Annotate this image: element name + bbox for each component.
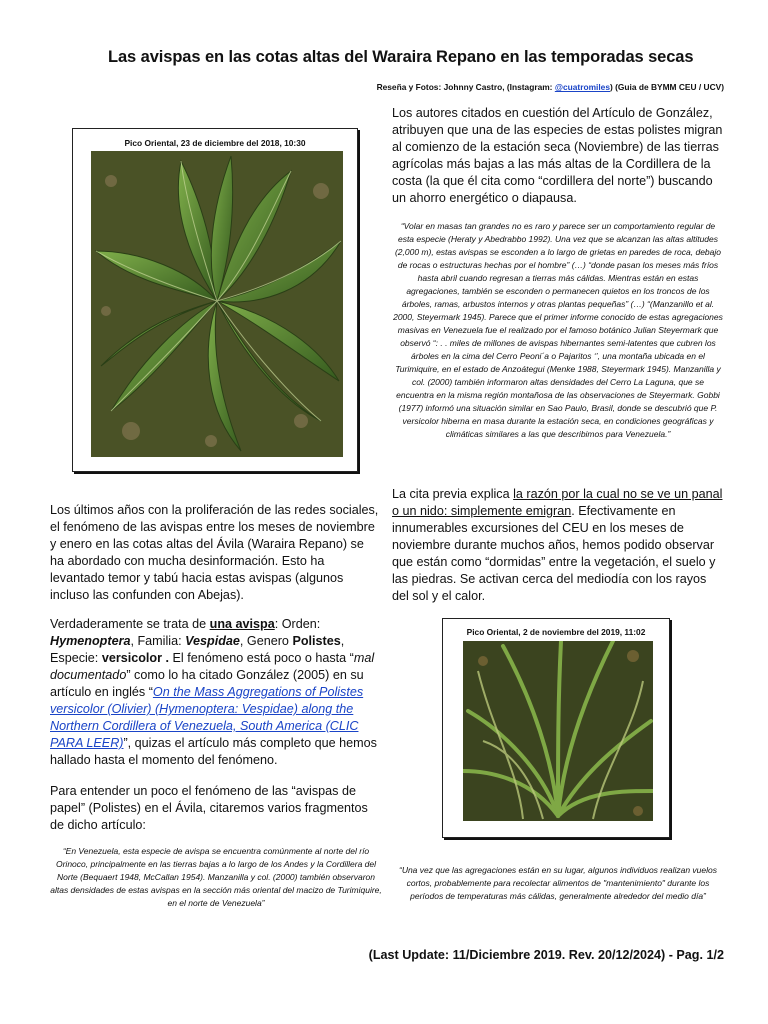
right-paragraph-2 <box>392 486 724 605</box>
credits-prefix: Reseña y Fotos: Johnny Castro, (Instagram: <box>376 82 555 92</box>
left-paragraph-2 <box>50 616 380 769</box>
left-p2-b: : Orden: <box>274 617 321 631</box>
page-title: Las avispas en las cotas altas del Waraira Repano en las temporadas secas <box>108 48 694 66</box>
taxon-order: Hymenoptera <box>50 634 131 648</box>
right-paragraph-1: Los autores citados en cuestión del Artículo de González, atribuyen que una de las especies de estas polistes migran al comienzo de la estación seca (Noviembre) de las tierras agrícolas más bajas a las más altas de la Cordillera de la costa (la que él cita como “cordillera del norte”) buscando un ahorro energético o diapausa. <box>392 106 723 205</box>
left-paragraph-1: Los últimos años con la proliferación de las redes sociales, el fenómeno de las avispas entre los meses de noviembre y enero en las cotas altas del Ávila (Waraira Repano) se ha abordado con mucha desinformación. Esto ha levantado temor y tabú hacia estas avispas (algunos incluso las confunden con Abejas). <box>50 503 379 602</box>
taxon-genus: Polistes <box>292 634 341 648</box>
left-p2-mal: mal documentado <box>50 651 375 682</box>
right-p2-underlined: la razón por la cual no se ve un panal o un nido: simplemente emigran <box>392 487 723 518</box>
right-p2-start: La cita previa explica <box>392 487 514 501</box>
left-quote: “En Venezuela, esta especie de avispa se encuentra comúnmente al norte del río Orinoco, principalmente en las tierras bajas a lo largo de los Andes y la Cordillera del Norte (Bequaert 1948, McCallan 1954). Manzanilla y col. (2000) también observaron altas densidades de estas avispas en la sección más oriental del macizo de Turimiquire, en el norte de Venezuela” <box>50 846 382 908</box>
left-p2-f: El fenómeno está poco o hasta “ <box>169 651 354 665</box>
credits-line <box>362 82 724 92</box>
credits-suffix: ) (Guia de BYMM CEU / UCV) <box>610 82 724 92</box>
photo-caption-2: Pico Oriental, 2 de noviembre del 2019, 11:02 <box>466 627 646 637</box>
left-p2-a: Verdaderamente se trata de <box>50 617 210 631</box>
photo-caption-1: Pico Oriental, 23 de diciembre del 2018, 10:30 <box>124 138 306 148</box>
left-p2-c: , Familia: <box>130 634 186 648</box>
left-p2-g: ” como lo ha citado González (2005) en su artículo en inglés “ <box>50 668 364 699</box>
plant-photo-1 <box>91 151 343 457</box>
article-link[interactable]: On the Mass Aggregations of Polistes versicolor (Olivier) (Hymenoptera: Vespidae) along the Northern Cordillera of Venezuela, South America (CLIC PARA LEER) <box>50 685 364 750</box>
instagram-link[interactable]: @cuatromiles <box>554 82 610 92</box>
photo-frame-1 <box>72 128 358 472</box>
left-p2-h: ”, quizas el artículo más completo que hemos hallado hasta el momento del fenómeno. <box>50 736 377 767</box>
taxon-species: versicolor . <box>101 651 170 665</box>
left-p2-d: , Genero <box>239 634 293 648</box>
left-p2-e: , Especie: <box>50 634 345 665</box>
right-p2-end: . Efectivamente en innumerables excursiones del CEU en los meses de noviembre durante muchos años, hemos podido observar que están como “dormidas” entre la vegetación, el suelo y las piedras. Se activan cerca del mediodía con los rayos del sol y el calor. <box>392 504 716 603</box>
page-footer: (Last Update: 11/Diciembre 2019. Rev. 20/12/2024) - Pag. 1/2 <box>368 948 724 962</box>
photo-frame-2 <box>442 618 670 838</box>
plant-photo-2 <box>463 641 653 821</box>
right-quote-1: “Volar en masas tan grandes no es raro y parece ser un comportamiento regular de esta especie (Heraty y Abedrabbo 1992). Una vez que se alcanzan las altas altitudes (2,000 m), estas avispas se esconden a lo largo de grietas en paredes de roca, debajo de rocas o estructuras hechas por el hombre” (…) “donde pasan los meses más fríos hasta abril cuando regresan a tierras más cálidas. Mientras están en estas agregaciones, también se esconden o permanecen quietos en los troncos de los árboles, ramas, arbustos internos y otras plantas pequeñas” (…) “(Manzanillo et al. 2000, Steyermark 1945). Parece que el primer informe conocido de estas agregaciones masivas en Venezuela fue el realizado por el famoso botánico Julian Steyermark que observó “: . . miles de millones de avispas hibernantes semi-latentes que cubren los árboles en la cima del Cerro Peoni´a o Pajaritos ‘’, una montaña ubicada en el Turimiquire, en el estado de Anzoátegui (Menke 1988, Steyermark 1945). Manzanilla y col. (2000) también informaron altas densidades del Cerro La Laguna, que se encuentra en la misma región montañosa de las observaciones de Steyermark. Gobbi (1977) informó una situación similar en Sao Paulo, Brasil, donde se descubrió que P. versicolor hiberna en masa durante la estación seca, en condiciones geográficas y climáticas similares a las que describimos para Venezuela.” <box>393 221 723 439</box>
left-paragraph-3: Para entender un poco el fenómeno de las “avispas de papel” (Polistes) en el Ávila, citaremos varios fragmentos de dicho artículo: <box>50 784 368 832</box>
taxon-family: Vespidae <box>185 634 240 648</box>
left-p2-underlined: una avispa <box>209 617 275 631</box>
right-quote-2: “Una vez que las agregaciones están en su lugar, algunos individuos realizan vuelos cortos, probablemente para recolectar alimentos de "mantenimiento" durante los períodos de temperaturas más cálidas, generalmente alrededor del medio día” <box>398 865 717 901</box>
